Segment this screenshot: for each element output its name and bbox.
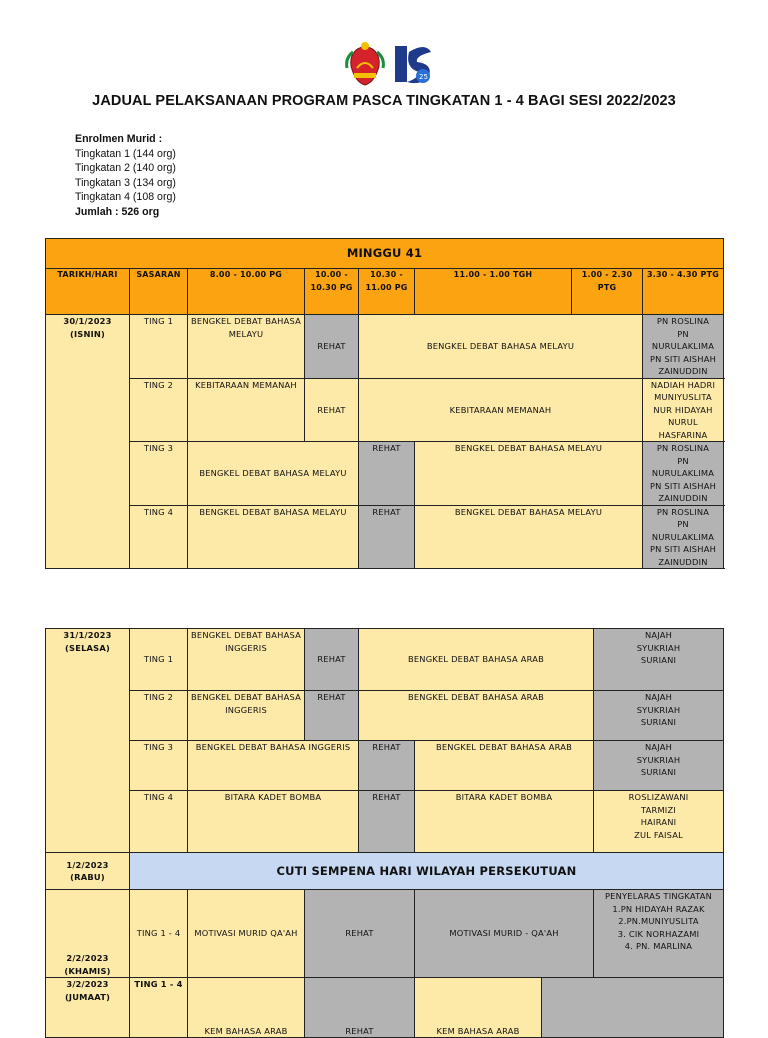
staff-name: PN ROSLINA bbox=[656, 506, 710, 517]
staff-cell bbox=[594, 741, 724, 791]
staff-cell bbox=[643, 505, 724, 569]
activity-cell: BENGKEL DEBAT BAHASA MELAYU bbox=[359, 315, 643, 379]
enrolment-line: Tingkatan 1 (144 org) bbox=[75, 147, 176, 160]
staff-name: PN SITI AISHAH ZAINUDDIN bbox=[649, 544, 717, 567]
header-slot-1: 8.00 - 10.00 PG bbox=[188, 269, 305, 315]
target-cell: TING 2 bbox=[130, 378, 188, 442]
activity-cell: BENGKEL DEBAT BAHASA INGGERIS bbox=[188, 629, 305, 691]
break-cell: REHAT bbox=[359, 442, 415, 506]
table-row bbox=[46, 691, 724, 741]
day-date: 2/2/2023 bbox=[66, 953, 109, 963]
break-cell: REHAT bbox=[305, 890, 415, 978]
activity-cell: BENGKEL DEBAT BAHASA ARAB bbox=[415, 741, 594, 791]
staff-name: PN SITI AISHAH ZAINUDDIN bbox=[649, 480, 717, 503]
activity-cell: KEM BAHASA ARAB bbox=[188, 978, 305, 1038]
day-cell-rabu bbox=[46, 853, 130, 890]
staff-name: PN NURULAKLIMA bbox=[651, 328, 715, 351]
document-title: JADUAL PELAKSANAAN PROGRAM PASCA TINGKATAN 1 - 4 BAGI SESI 2022/2023 bbox=[92, 93, 676, 109]
program-25-logo bbox=[395, 46, 431, 83]
activity-cell: KEBITARAAN MEMANAH bbox=[359, 378, 643, 442]
break-cell: REHAT bbox=[359, 505, 415, 569]
header-logos bbox=[345, 38, 435, 88]
staff-name: NADIAH HADRI bbox=[650, 379, 716, 390]
activity-cell: BENGKEL DEBAT BAHASA INGGERIS bbox=[188, 741, 359, 791]
day-date: 31/1/2023 bbox=[63, 630, 112, 640]
header-slot-2: 10.00 - 10.30 PG bbox=[305, 269, 359, 315]
target-cell: TING 3 bbox=[130, 442, 188, 506]
day-date: 30/1/2023 bbox=[63, 316, 112, 326]
break-cell: REHAT bbox=[305, 378, 359, 442]
day-name: (SELASA) bbox=[65, 642, 110, 653]
activity-cell: BENGKEL DEBAT BAHASA MELAYU bbox=[188, 505, 359, 569]
table-row bbox=[46, 505, 724, 569]
staff-cell bbox=[643, 378, 724, 442]
header-slot-4: 11.00 - 1.00 TGH bbox=[415, 269, 572, 315]
day-date: 1/2/2023 bbox=[66, 859, 109, 870]
header-target: SASARAN bbox=[130, 269, 188, 315]
break-cell: REHAT bbox=[305, 629, 359, 691]
staff-cell bbox=[643, 442, 724, 506]
activity-cell: BENGKEL DEBAT BAHASA INGGERIS bbox=[188, 691, 305, 741]
target-cell: TING 1 - 4 bbox=[130, 890, 188, 978]
table-row bbox=[46, 378, 724, 442]
staff-name: PN ROSLINA bbox=[656, 443, 710, 453]
table-row bbox=[46, 629, 724, 691]
day-cell-jumaat bbox=[46, 978, 130, 1038]
staff-name: 2.PN.MUNIYUSLITA bbox=[618, 916, 699, 926]
staff-name: SURIANI bbox=[640, 655, 677, 665]
table-row bbox=[46, 315, 724, 379]
staff-name: NAJAH bbox=[644, 742, 673, 752]
enrolment-total: Jumlah : 526 org bbox=[75, 205, 160, 218]
day-date: 3/2/2023 bbox=[66, 979, 109, 989]
staff-name: SYUKRIAH bbox=[636, 642, 681, 653]
staff-name: PN ROSLINA bbox=[656, 316, 710, 326]
staff-name: 3. CIK NORHAZAMI bbox=[617, 928, 700, 939]
break-cell: REHAT bbox=[305, 978, 415, 1038]
day-name: (JUMAAT) bbox=[64, 991, 111, 1002]
staff-name: PENYELARAS TINGKATAN bbox=[604, 891, 713, 901]
header-slot-3: 10.30 - 11.00 PG bbox=[359, 269, 415, 315]
table-row bbox=[46, 978, 724, 1038]
table-row bbox=[46, 890, 724, 978]
staff-name: TARMIZI bbox=[640, 804, 676, 815]
day-name: (RABU) bbox=[70, 872, 105, 882]
activity-cell: KEBITARAAN MEMANAH bbox=[188, 378, 305, 442]
staff-cell bbox=[594, 791, 724, 853]
activity-cell: BENGKEL DEBAT BAHASA MELAYU bbox=[188, 442, 359, 506]
table-row bbox=[46, 442, 724, 506]
staff-name: HAIRANI bbox=[640, 817, 677, 827]
activity-cell: BENGKEL DEBAT BAHASA MELAYU bbox=[415, 505, 643, 569]
staff-name: PN NURULAKLIMA bbox=[651, 519, 715, 542]
activity-cell: BENGKEL DEBAT BAHASA ARAB bbox=[359, 691, 594, 741]
enrolment-summary bbox=[75, 132, 176, 220]
activity-cell: BENGKEL DEBAT BAHASA ARAB bbox=[359, 629, 594, 691]
target-cell: TING 4 bbox=[130, 791, 188, 853]
staff-name: PN NURULAKLIMA bbox=[651, 455, 715, 478]
school-crest-logo bbox=[347, 42, 384, 85]
activity-cell: KEM BAHASA ARAB bbox=[415, 978, 542, 1038]
schedule-table-days bbox=[45, 628, 724, 1038]
holiday-row bbox=[46, 853, 724, 890]
staff-cell bbox=[594, 691, 724, 741]
activity-cell: BITARA KADET BOMBA bbox=[188, 791, 359, 853]
activity-cell: BENGKEL DEBAT BAHASA MELAYU bbox=[188, 315, 305, 379]
day-name: (KHAMIS) bbox=[64, 965, 111, 976]
staff-name: SURIANI bbox=[640, 767, 677, 777]
svg-text:25: 25 bbox=[419, 73, 428, 81]
table-row bbox=[46, 741, 724, 791]
break-cell: REHAT bbox=[305, 315, 359, 379]
staff-name: NAJAH bbox=[644, 692, 673, 702]
target-cell: TING 1 bbox=[130, 315, 188, 379]
staff-name: ROSLIZAWANI bbox=[628, 792, 689, 802]
break-cell: REHAT bbox=[359, 741, 415, 791]
staff-cell bbox=[594, 629, 724, 691]
activity-cell: MOTIVASI MURID QA'AH bbox=[188, 890, 305, 978]
staff-name: PN SITI AISHAH ZAINUDDIN bbox=[649, 353, 717, 376]
staff-name: SYUKRIAH bbox=[636, 754, 681, 765]
break-cell: REHAT bbox=[305, 691, 359, 741]
enrolment-heading: Enrolmen Murid : bbox=[75, 133, 163, 145]
staff-name: 4. PN. MARLINA bbox=[624, 941, 693, 951]
staff-cell bbox=[594, 890, 724, 978]
staff-cell bbox=[542, 978, 724, 1038]
table-row bbox=[46, 791, 724, 853]
enrolment-line: Tingkatan 3 (134 org) bbox=[75, 176, 176, 189]
target-cell: TING 2 bbox=[130, 691, 188, 741]
schedule-table-week-41 bbox=[45, 238, 724, 569]
header-date: TARIKH/HARI bbox=[46, 269, 130, 315]
staff-name: MUNIYUSLITA bbox=[654, 392, 712, 402]
day-cell-isnin bbox=[46, 315, 130, 569]
day-name: (ISNIN) bbox=[69, 328, 106, 339]
staff-name: NUR HIDAYAH bbox=[653, 404, 713, 415]
header-slot-6: 3.30 - 4.30 PTG bbox=[643, 269, 724, 315]
target-cell: TING 1 - 4 bbox=[130, 978, 188, 1038]
staff-name: NURUL HASFARINA bbox=[658, 417, 708, 440]
target-cell: TING 4 bbox=[130, 505, 188, 569]
target-cell: TING 3 bbox=[130, 741, 188, 791]
time-header-row bbox=[46, 269, 724, 315]
day-cell-selasa bbox=[46, 629, 130, 853]
target-cell: TING 1 bbox=[130, 629, 188, 691]
week-heading: MINGGU 41 bbox=[46, 239, 724, 269]
activity-cell: BITARA KADET BOMBA bbox=[415, 791, 594, 853]
activity-cell: BENGKEL DEBAT BAHASA MELAYU bbox=[415, 442, 643, 506]
activity-cell: MOTIVASI MURID - QA'AH bbox=[415, 890, 594, 978]
break-cell: REHAT bbox=[359, 791, 415, 853]
header-slot-5: 1.00 - 2.30 PTG bbox=[572, 269, 643, 315]
staff-name: SURIANI bbox=[640, 717, 677, 727]
day-cell-khamis bbox=[46, 890, 130, 978]
staff-name: 1.PN HIDAYAH RAZAK bbox=[612, 903, 705, 914]
staff-cell bbox=[643, 315, 724, 379]
staff-name: SYUKRIAH bbox=[636, 704, 681, 715]
enrolment-line: Tingkatan 2 (140 org) bbox=[75, 162, 176, 175]
enrolment-line: Tingkatan 4 (108 org) bbox=[75, 191, 176, 204]
staff-name: ZUL FAISAL bbox=[634, 829, 683, 840]
staff-name: NAJAH bbox=[644, 630, 673, 640]
holiday-banner: CUTI SEMPENA HARI WILAYAH PERSEKUTUAN bbox=[130, 853, 724, 890]
